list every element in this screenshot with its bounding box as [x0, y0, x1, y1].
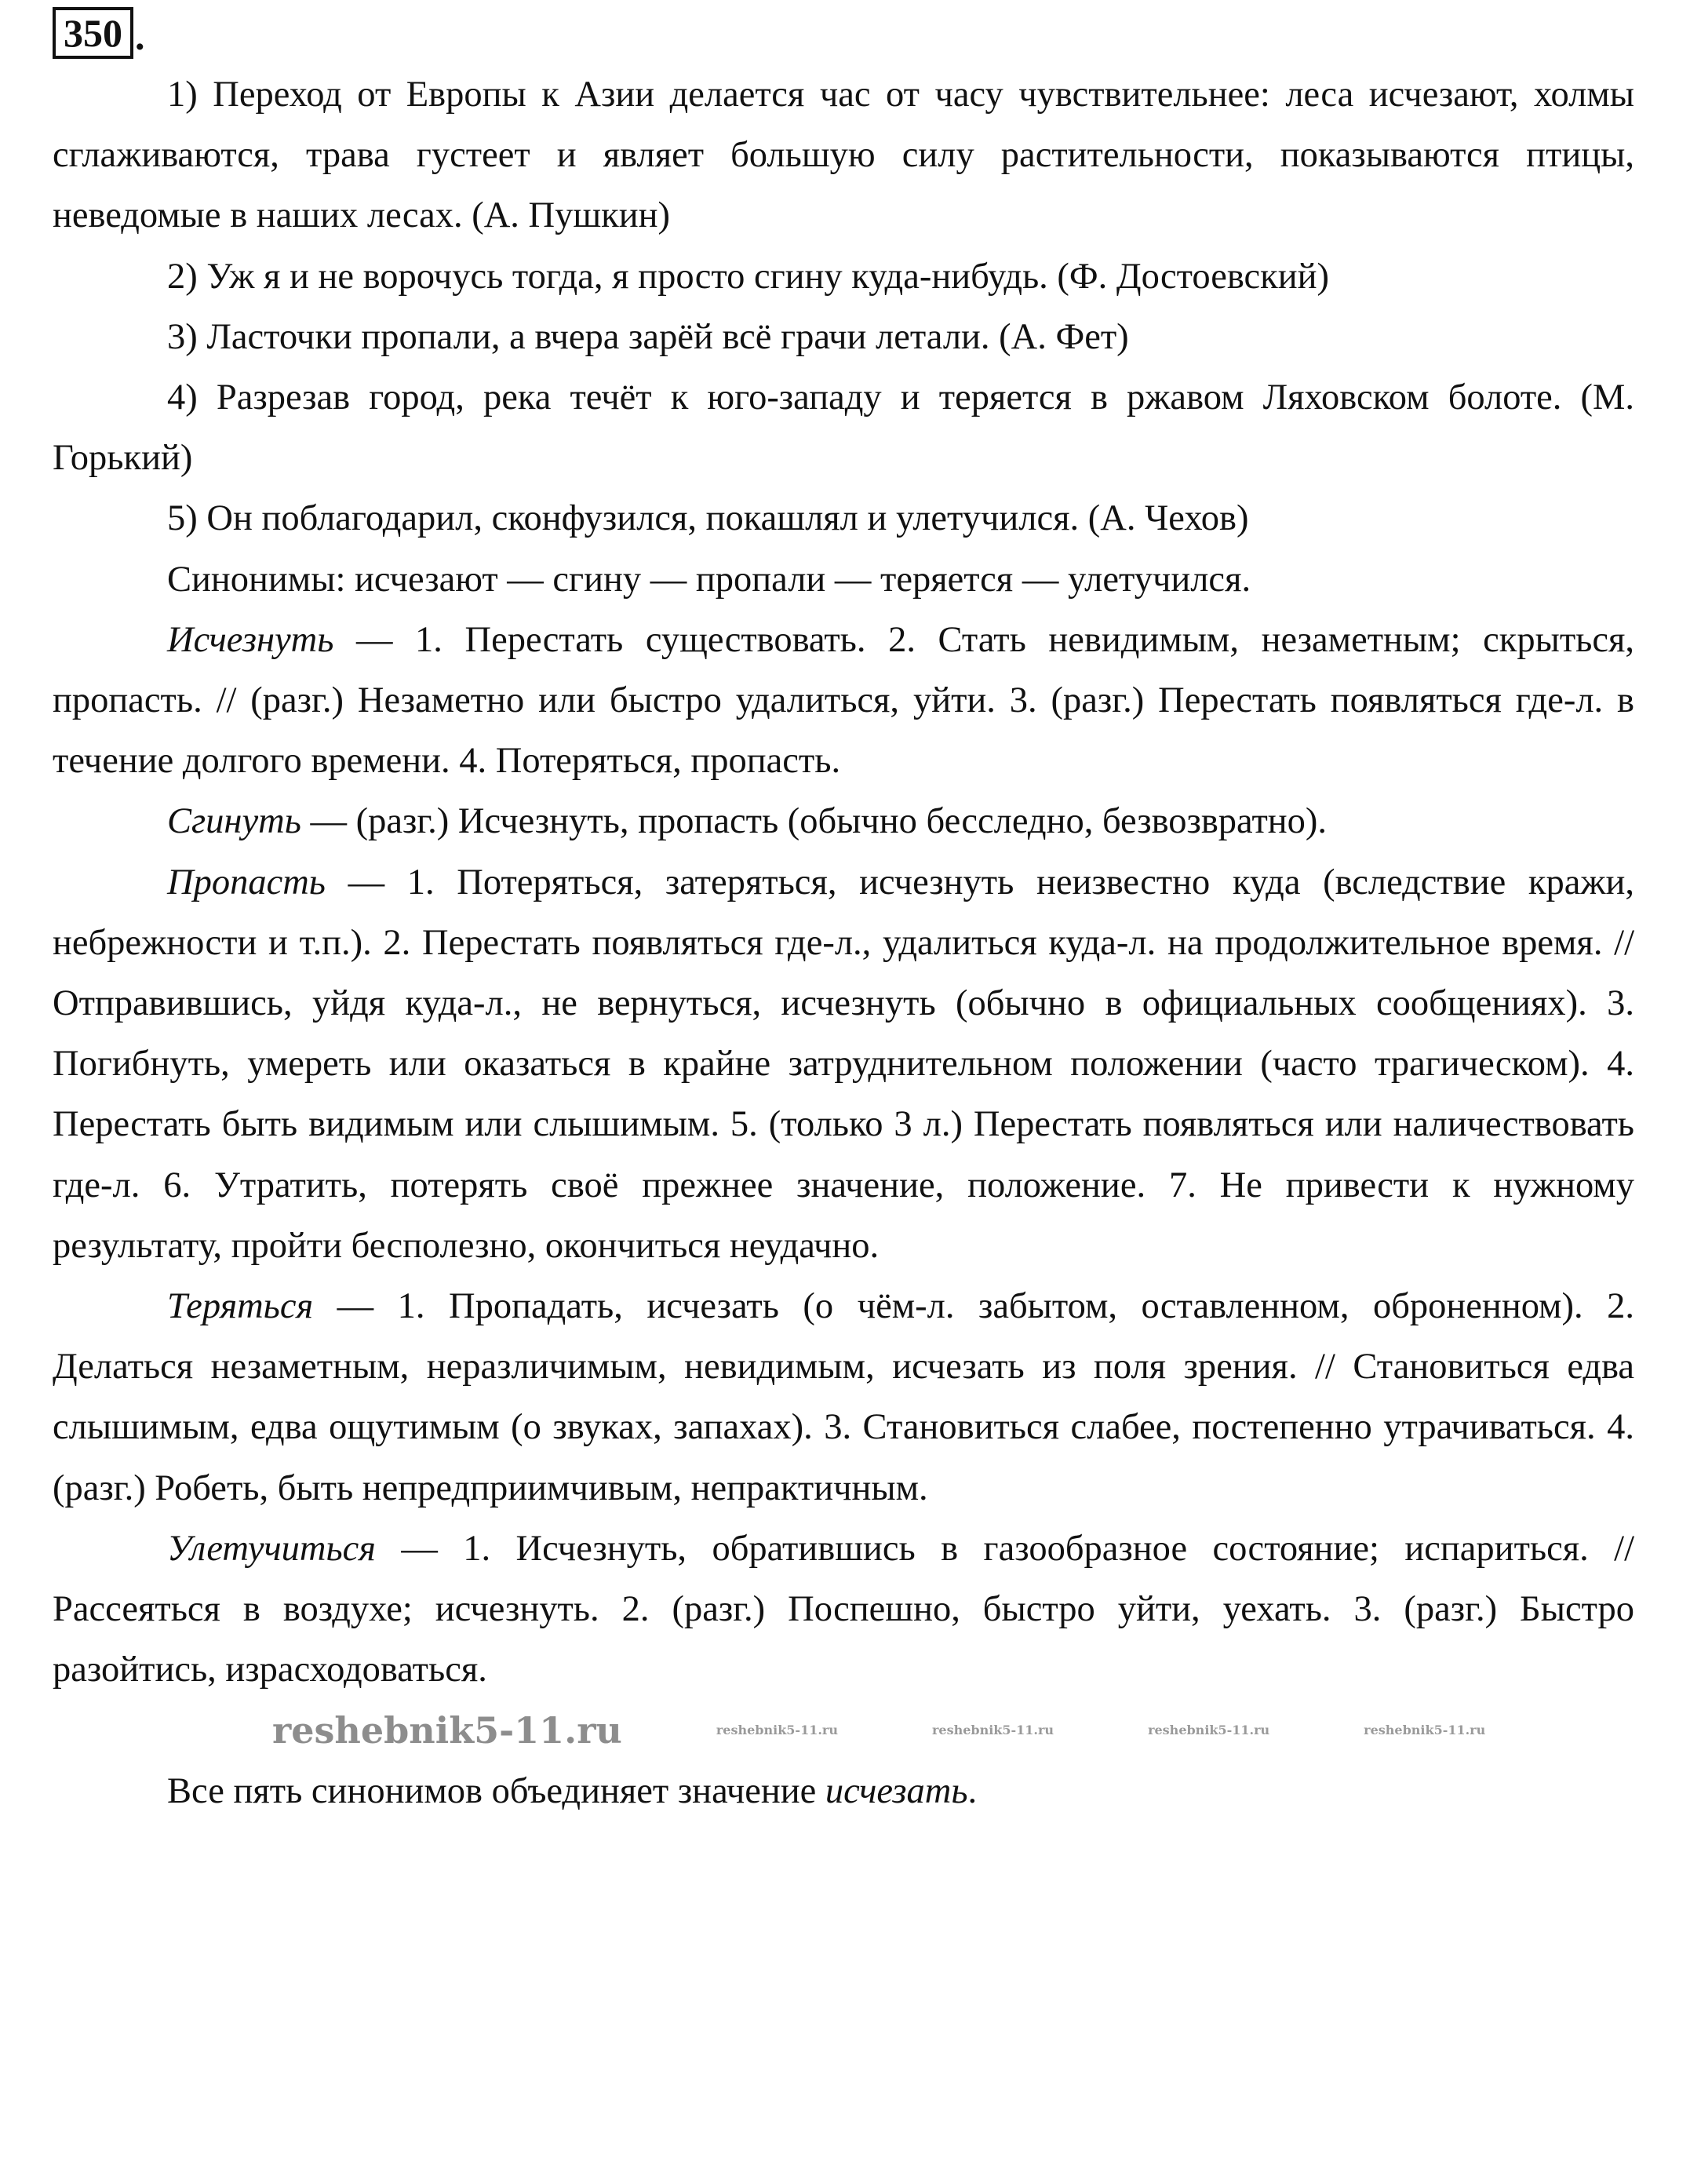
italic-term: Теряться: [167, 1286, 314, 1327]
text-run: 3) Ласточки пропали, а вчера зарёй всё грачи летали. (А. Фет): [167, 316, 1129, 357]
text-run: Синонимы: исчезают — сгину — пропали — теряется — улетучился.: [167, 559, 1251, 600]
exercise-number: 350: [53, 7, 133, 59]
italic-term: Исчезнуть: [167, 619, 334, 660]
exercise-header: [53, 7, 145, 59]
text-run: 1) Переход от Европы к Азии делается час от часу чувствительнее: леса исчезают, холмы сглаживаются, трава густеет и являет большую силу растительности, показываются птицы, неведомые в наших лесах. (А. Пушкин): [53, 75, 1634, 236]
text-run: — (разг.) Исчезнуть, пропасть (обычно бесследно, безвозвратно).: [300, 801, 1328, 842]
watermark: reshebnik5-11.ru: [272, 1709, 622, 1752]
paragraph: [53, 852, 1634, 1276]
paragraph: [53, 367, 1634, 488]
text-run: .: [967, 1771, 978, 1812]
watermark: reshebnik5-11.ru: [931, 1723, 1054, 1738]
italic-term: Сгинуть: [167, 801, 301, 842]
paragraph: [53, 307, 1634, 367]
exercise-number-dot: .: [135, 14, 145, 58]
text-run: — 1. Исчезнуть, обратившись в газообразное состояние; испариться. // Рассеяться в воздухе; исчезнуть. 2. (разг.) Поспешно, быстро уйти, уехать. 3. (разг.) Быстро разойтись, израсходоваться.: [53, 1528, 1634, 1690]
paragraph: [53, 1276, 1634, 1519]
paragraph: [53, 1519, 1634, 1701]
text-run: Все пять синонимов объединяет значение: [167, 1771, 825, 1812]
paragraph: [53, 64, 1634, 246]
text-run: 2) Уж я и не ворочусь тогда, я просто сгину куда-нибудь. (Ф. Достоевский): [167, 256, 1330, 297]
text-run: — 1. Перестать существовать. 2. Стать невидимым, незаметным; скрыться, пропасть. // (разг.) Незаметно или быстро удалиться, уйти. 3. (разг.) Перестать появляться где-л. в течение долгого времени. 4. Потеряться, пропасть.: [53, 619, 1634, 782]
watermark: reshebnik5-11.ru: [1148, 1723, 1270, 1738]
watermark-row: [53, 1700, 1634, 1761]
text-run: — 1. Потеряться, затеряться, исчезнуть неизвестно куда (вследствие кражи, небрежности и т.п.). 2. Перестать появляться где-л., удалиться куда-л. на продолжительное время. // Отправившись, уйдя куда-л., не вернуться, исчезнуть (обычно в официальных сообщениях). 3. Погибнуть, умереть или оказаться в крайне затруднительном положении (часто трагическом). 4. Перестать быть видимым или слышимым. 5. (только 3 л.) Перестать появляться или наличествовать где-л. 6. Утратить, потерять своё прежнее значение, положение. 7. Не привести к нужному результату, пройти бесполезно, окончиться неудачно.: [53, 862, 1634, 1266]
italic-term: Пропасть: [167, 862, 326, 902]
text-run: 4) Разрезав город, река течёт к юго-западу и теряется в ржавом Ляховском болоте. (М. Горький): [53, 377, 1634, 479]
paragraph: [53, 1761, 1634, 1821]
paragraph: [53, 549, 1634, 610]
paragraph: [53, 246, 1634, 307]
paragraph: [53, 791, 1634, 851]
italic-term: исчезать: [825, 1771, 968, 1812]
paragraph: [53, 488, 1634, 549]
text-run: — 1. Пропадать, исчезать (о чём-л. забытом, оставленном, оброненном). 2. Делаться незаметным, неразличимым, невидимым, исчезать из поля зрения. // Становиться едва слышимым, едва ощутимым (о звуках, запахах). 3. Становиться слабее, постепенно утрачиваться. 4. (разг.) Робеть, быть непредприимчивым, непрактичным.: [53, 1286, 1634, 1508]
text-run: 5) Он поблагодарил, сконфузился, покашлял и улетучился. (А. Чехов): [167, 498, 1249, 539]
exercise-text: [53, 64, 1634, 1822]
paragraph: [53, 610, 1634, 792]
watermark: reshebnik5-11.ru: [1364, 1723, 1486, 1738]
italic-term: Улетучиться: [167, 1528, 376, 1569]
watermark: reshebnik5-11.ru: [716, 1723, 838, 1738]
